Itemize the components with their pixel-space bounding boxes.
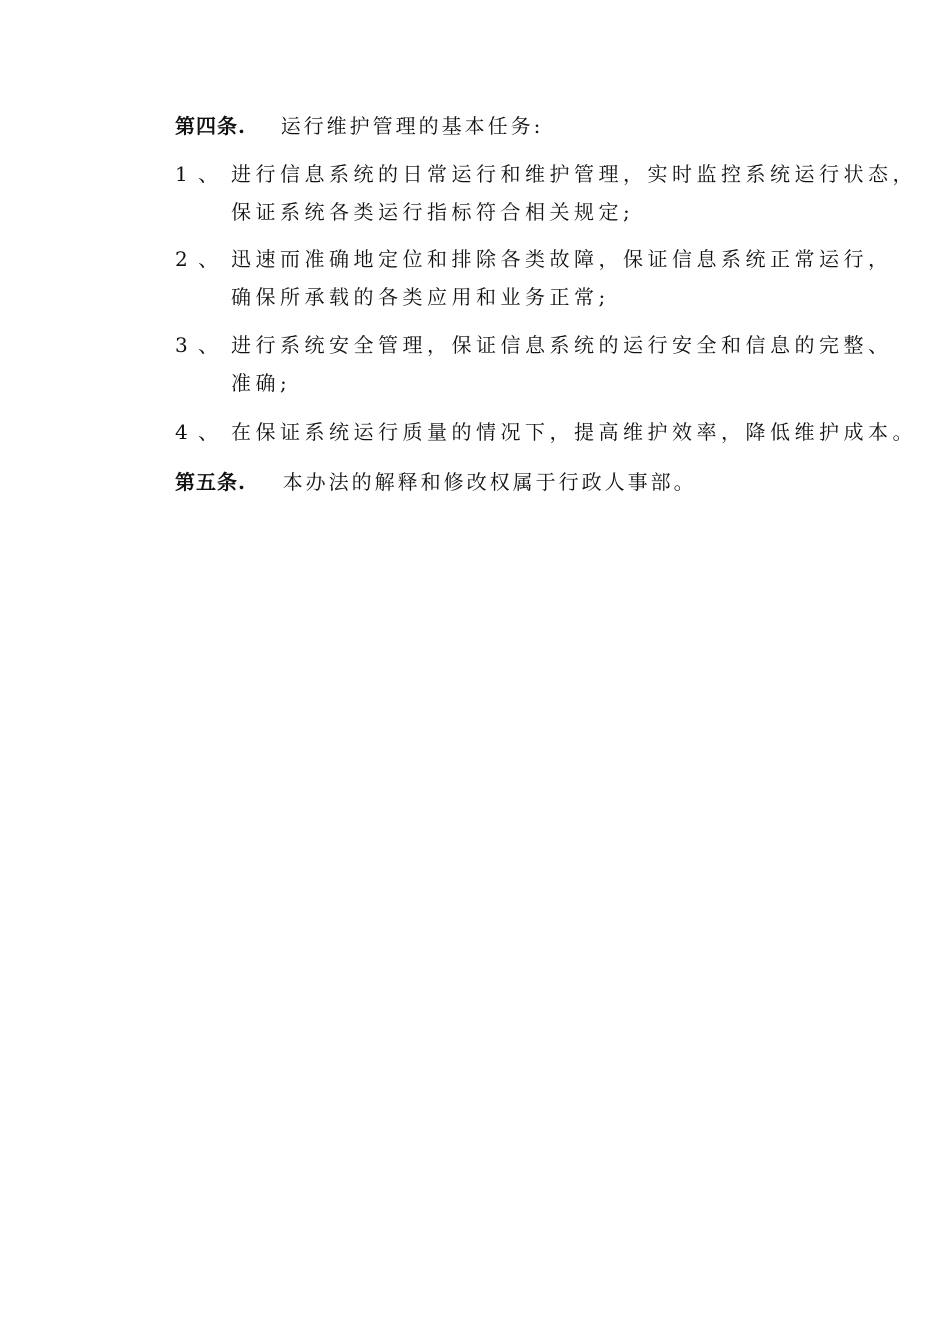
list-item-number: 3 、 xyxy=(175,333,221,357)
list-item-text xyxy=(231,418,917,446)
list-item-text xyxy=(231,160,917,226)
list-item-line: 进行系统安全管理，保证信息系统的运行安全和信息的完整、 xyxy=(231,333,893,357)
article-4-text: 运行维护管理的基本任务: xyxy=(280,114,544,138)
list-item-line: 确保所承载的各类应用和业务正常; xyxy=(231,285,610,309)
list-item-number: 1 、 xyxy=(175,162,221,186)
list-item-line: 迅速而准确地定位和排除各类故障，保证信息系统正常运行， xyxy=(231,247,893,271)
list-item-number: 4 、 xyxy=(175,420,221,444)
article-5-label: 第五条. xyxy=(175,470,246,494)
article-4-heading xyxy=(175,112,543,140)
list-item-text xyxy=(231,331,891,397)
list-item-line: 准确; xyxy=(231,371,292,395)
list-item-line: 进行信息系统的日常运行和维护管理，实时监控系统运行状态， xyxy=(231,162,917,186)
article-5-heading xyxy=(175,468,697,496)
list-item-line: 保证系统各类运行指标符合相关规定; xyxy=(231,200,635,224)
list-item-number: 2 、 xyxy=(175,247,221,271)
article-4-label: 第四条. xyxy=(175,114,246,138)
article-5-text: 本办法的解释和修改权属于行政人事部。 xyxy=(282,470,697,494)
list-item-line: 在保证系统运行质量的情况下，提高维护效率，降低维护成本。 xyxy=(231,420,917,444)
list-item-text xyxy=(231,245,891,311)
